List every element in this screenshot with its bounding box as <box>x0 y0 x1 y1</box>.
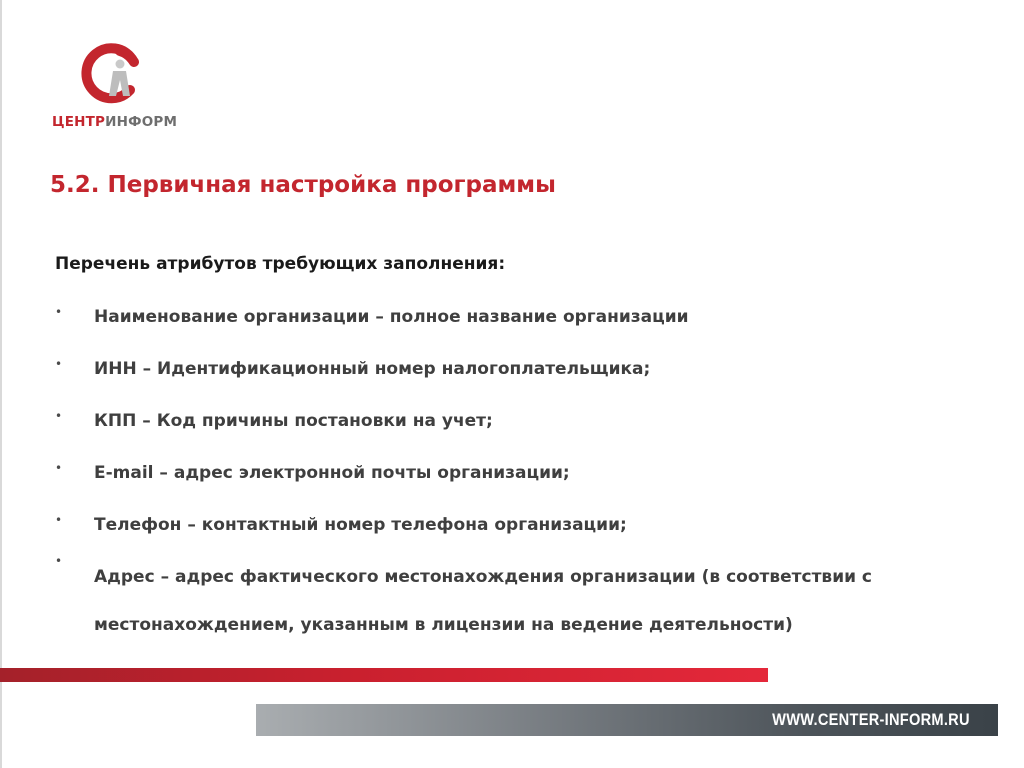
bullet-icon: • <box>55 305 63 319</box>
bullet-icon: • <box>55 461 63 475</box>
bullet-icon: • <box>55 409 63 423</box>
logo-word-part2: ИНФОРМ <box>105 114 178 130</box>
bullet-icon: • <box>55 513 63 527</box>
list-item <box>55 553 1005 649</box>
list-item <box>55 304 1005 330</box>
attribute-list <box>55 304 1005 675</box>
left-edge-rule <box>0 0 2 768</box>
list-item <box>55 408 1005 434</box>
company-logo <box>52 40 182 135</box>
red-accent-bar <box>0 668 768 682</box>
list-item-text: Адрес – адрес фактического местонахождения организации (в соответствии с местонахождением, указанным в лицензии на ведение деятельности) <box>94 567 873 635</box>
footer-bar <box>256 704 998 736</box>
list-item-text: ИНН – Идентификационный номер налогоплательщика; <box>94 359 651 379</box>
logo-word-part1: ЦЕНТР <box>52 114 106 130</box>
list-item <box>55 512 1005 538</box>
list-item <box>55 460 1005 486</box>
logo-ring-icon <box>80 40 142 106</box>
list-item-text: Наименование организации – полное название организации <box>94 307 689 327</box>
list-item-text: E-mail – адрес электронной почты организации; <box>94 463 570 483</box>
list-item-text: Телефон – контактный номер телефона организации; <box>94 515 627 535</box>
list-item <box>55 356 1005 382</box>
intro-text: Перечень атрибутов требующих заполнения: <box>55 254 506 274</box>
bullet-icon: • <box>55 554 63 568</box>
slide-title: 5.2. Первичная настройка программы <box>50 172 556 198</box>
logo-wordmark <box>52 114 177 130</box>
bullet-icon: • <box>55 357 63 371</box>
footer-website-link[interactable]: WWW.CENTER-INFORM.RU <box>772 710 970 729</box>
list-item-text: КПП – Код причины постановки на учет; <box>94 411 493 431</box>
